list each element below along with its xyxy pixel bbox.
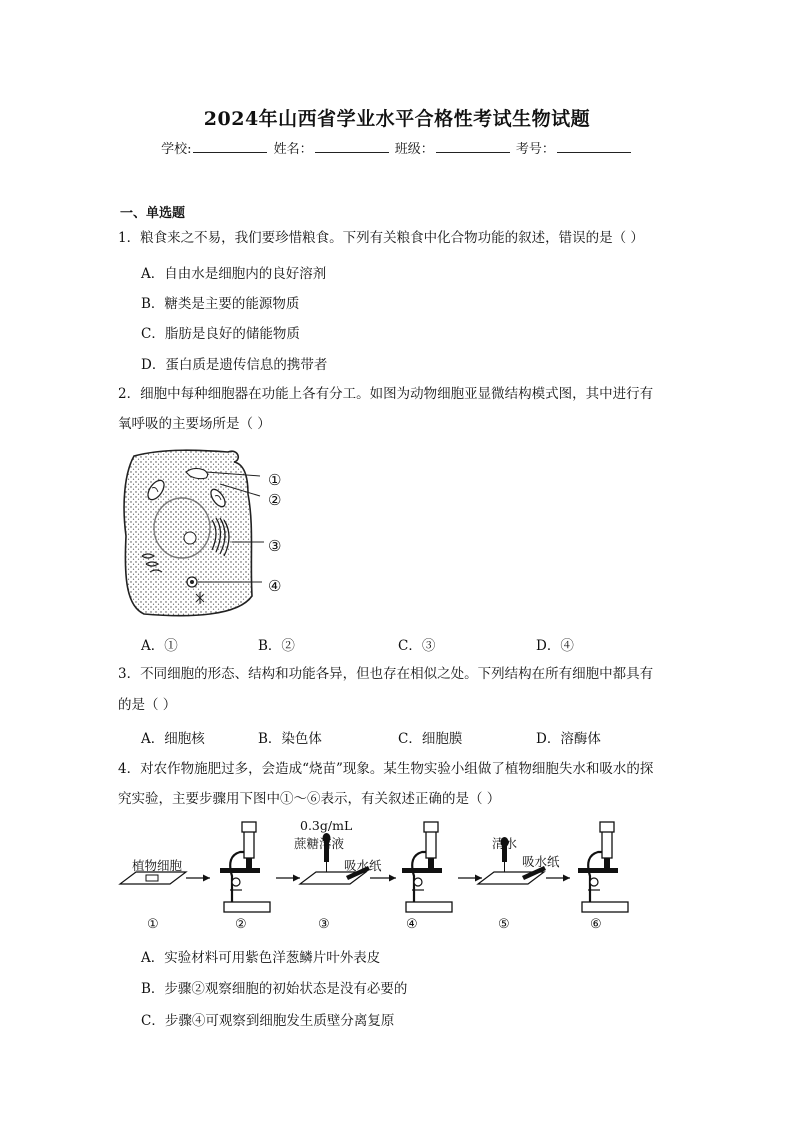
q2-stem-line2: 氧呼吸的主要场所是（ ） [118, 416, 271, 432]
q2-option-a[interactable]: A．① [141, 638, 178, 654]
q4-stem-line1: 4．对农作物施肥过多，会造成“烧苗”现象。某生物实验小组做了植物细胞失水和吸水的探 [118, 761, 654, 777]
sucrose-label: 蔗糖溶液 [294, 836, 345, 851]
q3-option-c[interactable]: C．细胞膜 [398, 731, 463, 747]
q1-option-c[interactable]: C．脂肪是良好的储能物质 [141, 326, 300, 342]
student-info-line [0, 138, 794, 157]
experiment-steps-diagram [118, 814, 648, 934]
q1-stem: 1．粮食来之不易，我们要珍惜粮食。下列有关粮食中化合物功能的叙述，错误的是（ ） [118, 230, 644, 246]
q4-option-b[interactable]: B．步骤②观察细胞的初始状态是没有必要的 [141, 981, 408, 997]
q4-option-a[interactable]: A．实验材料可用紫色洋葱鳞片叶外表皮 [141, 950, 381, 966]
name-blank[interactable] [315, 140, 389, 153]
q2-option-d[interactable]: D．④ [536, 638, 574, 654]
plant-cell-label: 植物细胞 [132, 858, 183, 873]
step-4-label: ④ [406, 917, 418, 932]
q4-stem-line2: 究实验，主要步骤用下图中①～⑥表示，有关叙述正确的是（ ） [118, 791, 501, 807]
q1-option-d[interactable]: D．蛋白质是遗传信息的携带者 [141, 357, 328, 373]
q1-option-b[interactable]: B．糖类是主要的能源物质 [141, 296, 300, 312]
step-6-label: ⑥ [590, 917, 602, 932]
name-label: 姓名： [273, 142, 313, 157]
school-label: 学校: [161, 142, 192, 157]
cell-label-1: ① [268, 471, 282, 489]
class-label: 班级： [394, 142, 434, 157]
cell-label-3: ③ [268, 537, 282, 555]
q2-option-b[interactable]: B．② [258, 638, 295, 654]
section-heading: 一、单选题 [120, 206, 186, 221]
q2-stem-line1: 2．细胞中每种细胞器在功能上各有分工。如图为动物细胞亚显微结构模式图，其中进行有 [118, 386, 654, 402]
step-5-label: ⑤ [498, 917, 510, 932]
q1-option-a[interactable]: A．自由水是细胞内的良好溶剂 [141, 266, 327, 282]
step-2-label: ② [235, 917, 247, 932]
step-1-label: ① [147, 917, 159, 932]
q3-stem-line1: 3．不同细胞的形态、结构和功能各异，但也存在相似之处。下列结构在所有细胞中都具有 [118, 666, 654, 682]
school-blank[interactable] [193, 140, 267, 153]
exam-number-label: 考号： [515, 142, 555, 157]
exam-number-blank[interactable] [557, 140, 631, 153]
cell-label-2: ② [268, 491, 282, 509]
concentration-label: 0.3g/mL [300, 818, 353, 833]
animal-cell-figure [120, 446, 310, 630]
q3-option-d[interactable]: D．溶酶体 [536, 731, 601, 747]
q4-option-c[interactable]: C．步骤④可观察到细胞发生质壁分离复原 [141, 1013, 395, 1029]
cell-label-4: ④ [268, 577, 282, 595]
q3-stem-line2: 的是（ ） [118, 697, 177, 713]
q2-option-c[interactable]: C．③ [398, 638, 436, 654]
q3-option-a[interactable]: A．细胞核 [141, 731, 205, 747]
q3-option-b[interactable]: B．染色体 [258, 731, 322, 747]
page-title: 2024年山西省学业水平合格性考试生物试题 [203, 108, 591, 130]
animal-cell-diagram [120, 446, 310, 626]
blotting-paper-label-2: 吸水纸 [522, 854, 560, 869]
water-label: 清水 [492, 836, 518, 851]
class-blank[interactable] [436, 140, 510, 153]
experiment-steps-figure [118, 814, 648, 938]
step-3-label: ③ [318, 917, 330, 932]
blotting-paper-label-1: 吸水纸 [344, 858, 382, 873]
